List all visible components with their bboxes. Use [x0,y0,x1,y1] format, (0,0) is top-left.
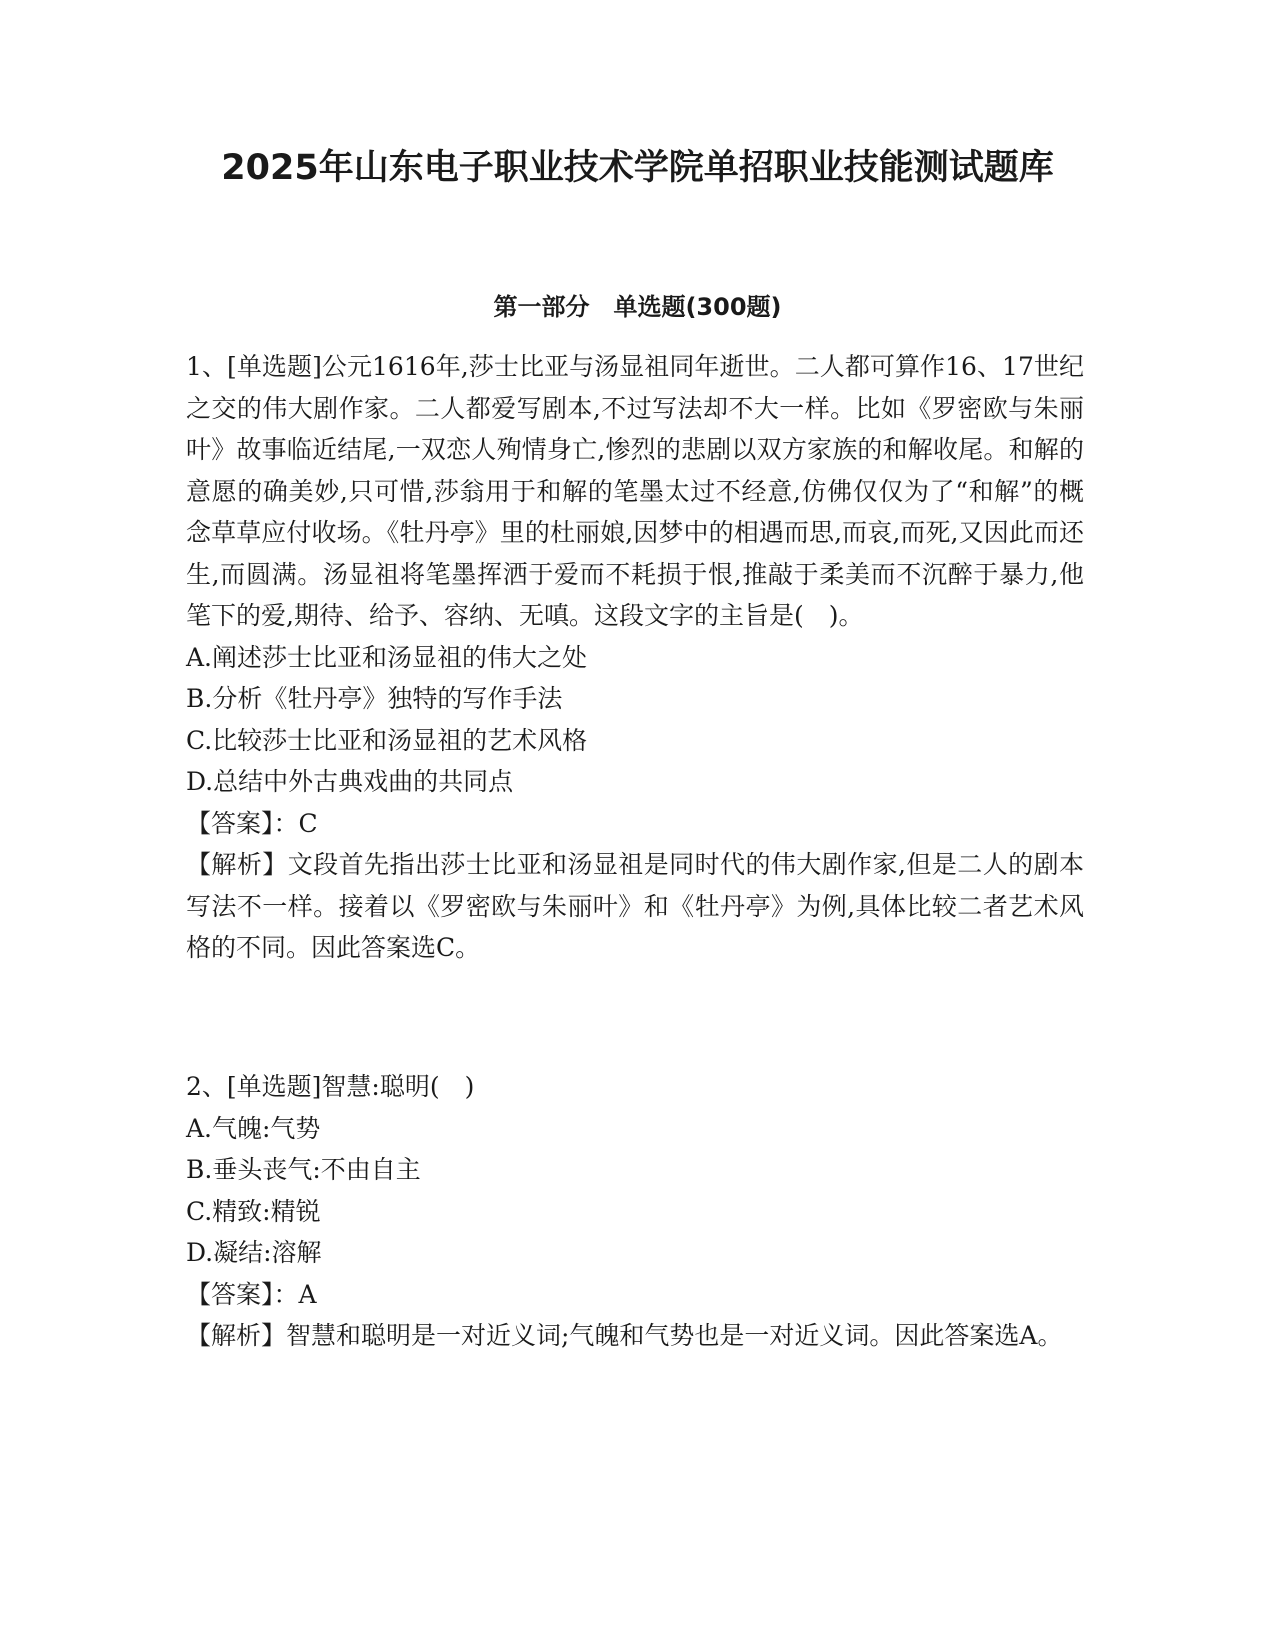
analysis-text: 【解析】文段首先指出莎士比亚和汤显祖是同时代的伟大剧作家,但是二人的剧本写法不一样。接着以《罗密欧与朱丽叶》和《牡丹亭》为例,具体比较二者艺术风格的不同。因此答案选C。 [186,850,1084,962]
option-a: A.阐述莎士比亚和汤显祖的伟大之处 [186,642,588,672]
question-stem: 1、[单选题]公元1616年,莎士比亚与汤显祖同年逝世。二人都可算作16、17世纪之交的伟大剧作家。二人都爱写剧本,不过写法却不大一样。比如《罗密欧与朱丽叶》故事临近结尾,一双恋人殉情身亡,惨烈的悲剧以双方家族的和解收尾。和解的意愿的确美妙,只可惜,莎翁用于和解的笔墨太过不经意,仿佛仅仅为了“和解”的概念草草应付收场。《牡丹亭》里的杜丽娘,因梦中的相遇而思,而哀,而死,又因此而还生,而圆满。汤显祖将笔墨挥洒于爱而不耗损于恨,推敲于柔美而不沉醉于暴力,他笔下的爱,期待、给予、容纳、无嗔。这段文字的主旨是( )。 [186,352,1084,630]
answer-line: 【答案】：A [186,1279,317,1309]
document-title: 2025年山东电子职业技术学院单招职业技能测试题库 [221,148,1054,188]
option-c: C.精致:精锐 [186,1196,321,1226]
option-b: B.分析《牡丹亭》独特的写作手法 [186,684,563,713]
question-stem: 2、[单选题]智慧:聪明( ) [186,1072,475,1101]
section-heading: 第一部分 单选题(300题) [493,293,782,321]
analysis-text: 【解析】智慧和聪明是一对近义词;气魄和气势也是一对近义词。因此答案选A。 [186,1321,1063,1350]
question-2 [186,1066,1084,1357]
option-d: D.凝结:溶解 [186,1238,322,1267]
option-d: D.总结中外古典戏曲的共同点 [186,767,514,796]
option-c: C.比较莎士比亚和汤显祖的艺术风格 [186,725,588,755]
option-b: B.垂头丧气:不由自主 [186,1155,421,1184]
question-1 [186,346,1084,969]
answer-line: 【答案】：C [186,808,318,838]
option-a: A.气魄:气势 [186,1113,321,1143]
